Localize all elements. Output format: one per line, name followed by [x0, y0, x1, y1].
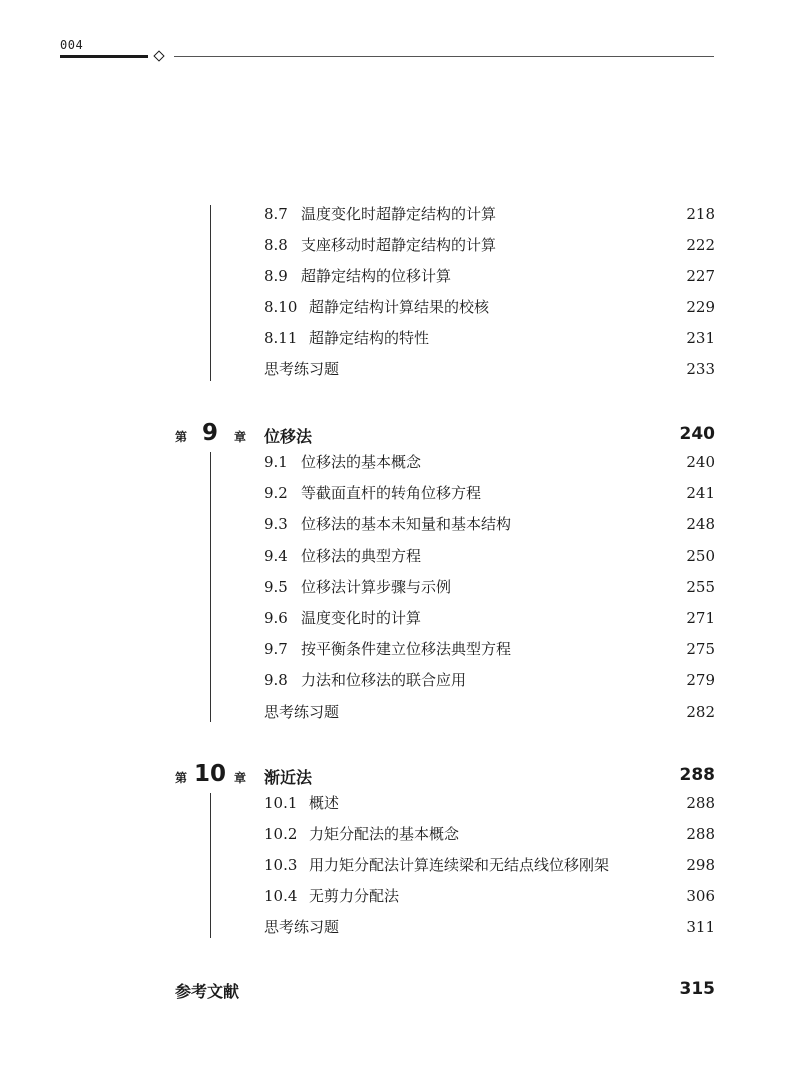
- section-page: 275: [686, 640, 715, 659]
- section-title: 超静定结构的特性: [309, 329, 430, 347]
- section-number: 9.7: [264, 640, 288, 659]
- toc-entry[interactable]: [264, 265, 715, 287]
- section-page: 282: [686, 702, 715, 721]
- toc-entry[interactable]: [264, 203, 715, 225]
- section-page: 298: [686, 856, 715, 874]
- toc-entry[interactable]: [264, 701, 715, 723]
- section-page: 250: [686, 546, 715, 565]
- section-title: 思考练习题: [264, 918, 340, 936]
- section-page: 288: [686, 825, 715, 843]
- section-title: 支座移动时超静定结构的计算: [301, 236, 497, 254]
- toc-entry[interactable]: [264, 607, 715, 629]
- section-page: 233: [686, 360, 715, 378]
- toc-entry[interactable]: [264, 545, 715, 567]
- section-page: 240: [686, 453, 715, 471]
- references-title: 参考文献: [175, 982, 240, 1001]
- chapter9-side-bar: [210, 452, 211, 722]
- section-page: 227: [686, 267, 715, 285]
- toc-entry[interactable]: [264, 669, 715, 691]
- chapter-number: 9: [202, 420, 219, 446]
- section-number: 9.5: [264, 577, 288, 596]
- section-title: 等截面直杆的转角位移方程: [301, 484, 482, 503]
- section-title: 概述: [309, 794, 340, 812]
- section-title: 超静定结构的位移计算: [301, 267, 452, 285]
- chapter9-heading[interactable]: [175, 420, 715, 449]
- toc-entry[interactable]: [264, 513, 715, 535]
- toc-entry[interactable]: [264, 327, 715, 349]
- section-title: 思考练习题: [264, 360, 340, 378]
- section-number: 10.4: [264, 887, 298, 905]
- section-page: 255: [686, 577, 715, 596]
- section-title: 温度变化时的计算: [301, 609, 422, 627]
- chapter-title: 位移法: [264, 427, 313, 446]
- toc-entry[interactable]: [264, 638, 715, 660]
- toc-entry[interactable]: [264, 885, 715, 907]
- section-number: 9.4: [264, 546, 288, 565]
- chapter-page: 240: [679, 424, 715, 444]
- section-title: 位移法计算步骤与示例: [301, 577, 452, 596]
- toc-entry[interactable]: [264, 792, 715, 814]
- section-number: 9.6: [264, 609, 288, 627]
- section-title: 力法和位移法的联合应用: [301, 671, 467, 690]
- section-number: 9.1: [264, 453, 288, 471]
- section-page: 288: [686, 794, 715, 812]
- section-title: 位移法的典型方程: [301, 546, 422, 565]
- section-number: 9.3: [264, 515, 288, 534]
- toc-entry[interactable]: [264, 823, 715, 845]
- header-thin-rule: [174, 56, 714, 57]
- section-number: 8.7: [264, 205, 288, 223]
- section-page: 279: [686, 671, 715, 690]
- section-page: 231: [686, 329, 715, 347]
- toc-entry[interactable]: [264, 482, 715, 504]
- toc-entry[interactable]: [264, 451, 715, 473]
- section-page: 241: [686, 484, 715, 503]
- chapter-page: 288: [679, 765, 715, 785]
- section-number: 10.2: [264, 825, 298, 843]
- section-title: 位移法的基本概念: [301, 453, 422, 471]
- section-number: 8.11: [264, 329, 298, 347]
- chapter8-side-bar: [210, 205, 211, 381]
- diamond-icon: [153, 50, 164, 61]
- chapter-suffix: 章: [234, 430, 247, 444]
- section-title: 思考练习题: [264, 702, 340, 721]
- section-page: 271: [686, 609, 715, 627]
- toc-entry[interactable]: [264, 576, 715, 598]
- toc-entry[interactable]: [264, 296, 715, 318]
- section-title: 按平衡条件建立位移法典型方程: [301, 640, 512, 659]
- section-title: 位移法的基本未知量和基本结构: [301, 515, 512, 534]
- chapter-suffix: 章: [234, 771, 247, 785]
- toc-entry[interactable]: [264, 358, 715, 380]
- section-number: 8.10: [264, 298, 298, 316]
- section-page: 229: [686, 298, 715, 316]
- section-number: 10.1: [264, 794, 298, 812]
- section-number: 9.8: [264, 671, 288, 690]
- section-page: 248: [686, 515, 715, 534]
- chapter-number: 10: [194, 761, 227, 787]
- section-title: 力矩分配法的基本概念: [309, 825, 460, 843]
- section-page: 218: [686, 205, 715, 223]
- chapter-prefix: 第: [175, 430, 188, 444]
- section-page: 306: [686, 887, 715, 905]
- chapter10-heading[interactable]: [175, 761, 715, 790]
- references-entry[interactable]: [175, 978, 715, 1004]
- toc-entry[interactable]: [264, 916, 715, 938]
- section-number: 8.8: [264, 236, 288, 254]
- toc-entry[interactable]: [264, 854, 715, 876]
- section-number: 10.3: [264, 856, 298, 874]
- section-title: 无剪力分配法: [309, 887, 400, 905]
- section-title: 超静定结构计算结果的校核: [309, 298, 490, 316]
- section-title: 温度变化时超静定结构的计算: [301, 205, 497, 223]
- chapter-title: 渐近法: [264, 768, 313, 787]
- section-page: 311: [686, 918, 715, 936]
- references-page: 315: [679, 979, 715, 999]
- toc-entry[interactable]: [264, 234, 715, 256]
- header-thick-rule: [60, 55, 148, 58]
- chapter10-side-bar: [210, 793, 211, 938]
- chapter-prefix: 第: [175, 771, 188, 785]
- page-number: 004: [60, 38, 84, 52]
- section-page: 222: [686, 236, 715, 254]
- section-title: 用力矩分配法计算连续梁和无结点线位移刚架: [309, 856, 610, 874]
- section-number: 9.2: [264, 484, 288, 503]
- section-number: 8.9: [264, 267, 288, 285]
